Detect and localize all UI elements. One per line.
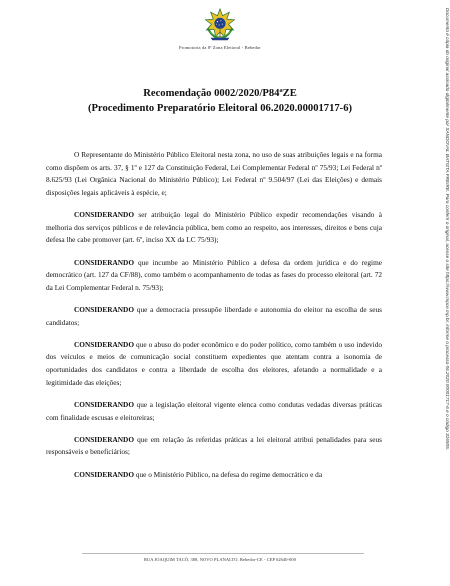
paragraph-considerando: CONSIDERANDO ser atribuição legal do Ministério Público expedir recomendações visando à melhoria dos serviços públicos e de relevância pública, bem como ao respeito, aos interesses, direitos e bens cuja defesa lhe cabe promover (art. 6º, inciso XX da LC 75/93);: [46, 210, 382, 245]
paragraph-considerando: CONSIDERANDO que em relação às referidas práticas a lei eleitoral atribui penalidades para seus responsáveis e beneficiários;: [46, 434, 382, 457]
procedure-reference: (Procedimento Preparatório Eleitoral 06.2020.00001717-6): [87, 103, 353, 114]
digital-signature-note: [437, 8, 450, 584]
paragraph-considerando: CONSIDERANDO que o Ministério Público, na defesa do regime democrático e da: [74, 469, 323, 479]
footer-divider: [82, 553, 364, 554]
coat-of-arms-icon: [203, 8, 237, 42]
letterhead: [0, 8, 440, 50]
paragraph-considerando: CONSIDERANDO que a legislação eleitoral vigente elenca como condutas vedadas diversas práticas com finalidade escusas e eleitoreiras;: [46, 399, 382, 422]
paragraph-preamble: O Representante do Ministério Público Eleitoral nesta zona, no uso de suas atribuições legais e na forma como dispõem os arts. 37, § 1º e 127 da Constituição Federal, Lei Complementar Federal nº 75/93; Lei Federal nº 8.625/93 (Lei Orgânica Nacional do Ministério Público); Lei Federal nº 9.504/97 (Lei das Eleições) e demais disposições legais aplicáveis à espécie, e;: [46, 150, 382, 197]
paragraph-considerando: CONSIDERANDO que o abuso do poder econômico e do poder político, como também o uso indevido dos veículos e meios de comunicação social constituem expedientes que atentam contra a isonomia de oportunidades dos candidatos e contra a liberdade de escolha dos eleitores, afetando a normalidade e a legitimidade das eleições;: [46, 339, 382, 387]
document-body: [46, 149, 382, 491]
digital-signature-text: Documento é cópia do original assinado digitalmente por SANDOVAL BATISTA FREIRE. Para conferir o original, acesse o site https://www.mpce.mp.br, informe o processo 06.2020.00001717-6 e o código 316505.: [445, 8, 450, 450]
document-title: [0, 86, 440, 116]
paragraph-considerando: CONSIDERANDO que a democracia pressupõe liberdade e autonomia do eleitor na escolha de seus candidatos;: [46, 305, 382, 327]
letterhead-caption: Promotoria da 8ª Zona Eleitoral - Bebedor: [179, 45, 261, 50]
paragraph-considerando: CONSIDERANDO que incumbe ao Ministério Público a defesa da ordem jurídica e do regime democrático (art. 127 da CF/88), como também o acompanhamento de todas as fases do processo eleitoral (art. 72 da Lei Complementar Federal n. 75/93);: [46, 257, 382, 292]
footer-address: RUA JOAQUIM TACÓ, 388, NOVO PLANALTO, Bebedor-CE - CEP 62640-000: [143, 557, 297, 562]
recommendation-number: Recomendação 0002/2020/P84ªZE: [143, 88, 297, 99]
